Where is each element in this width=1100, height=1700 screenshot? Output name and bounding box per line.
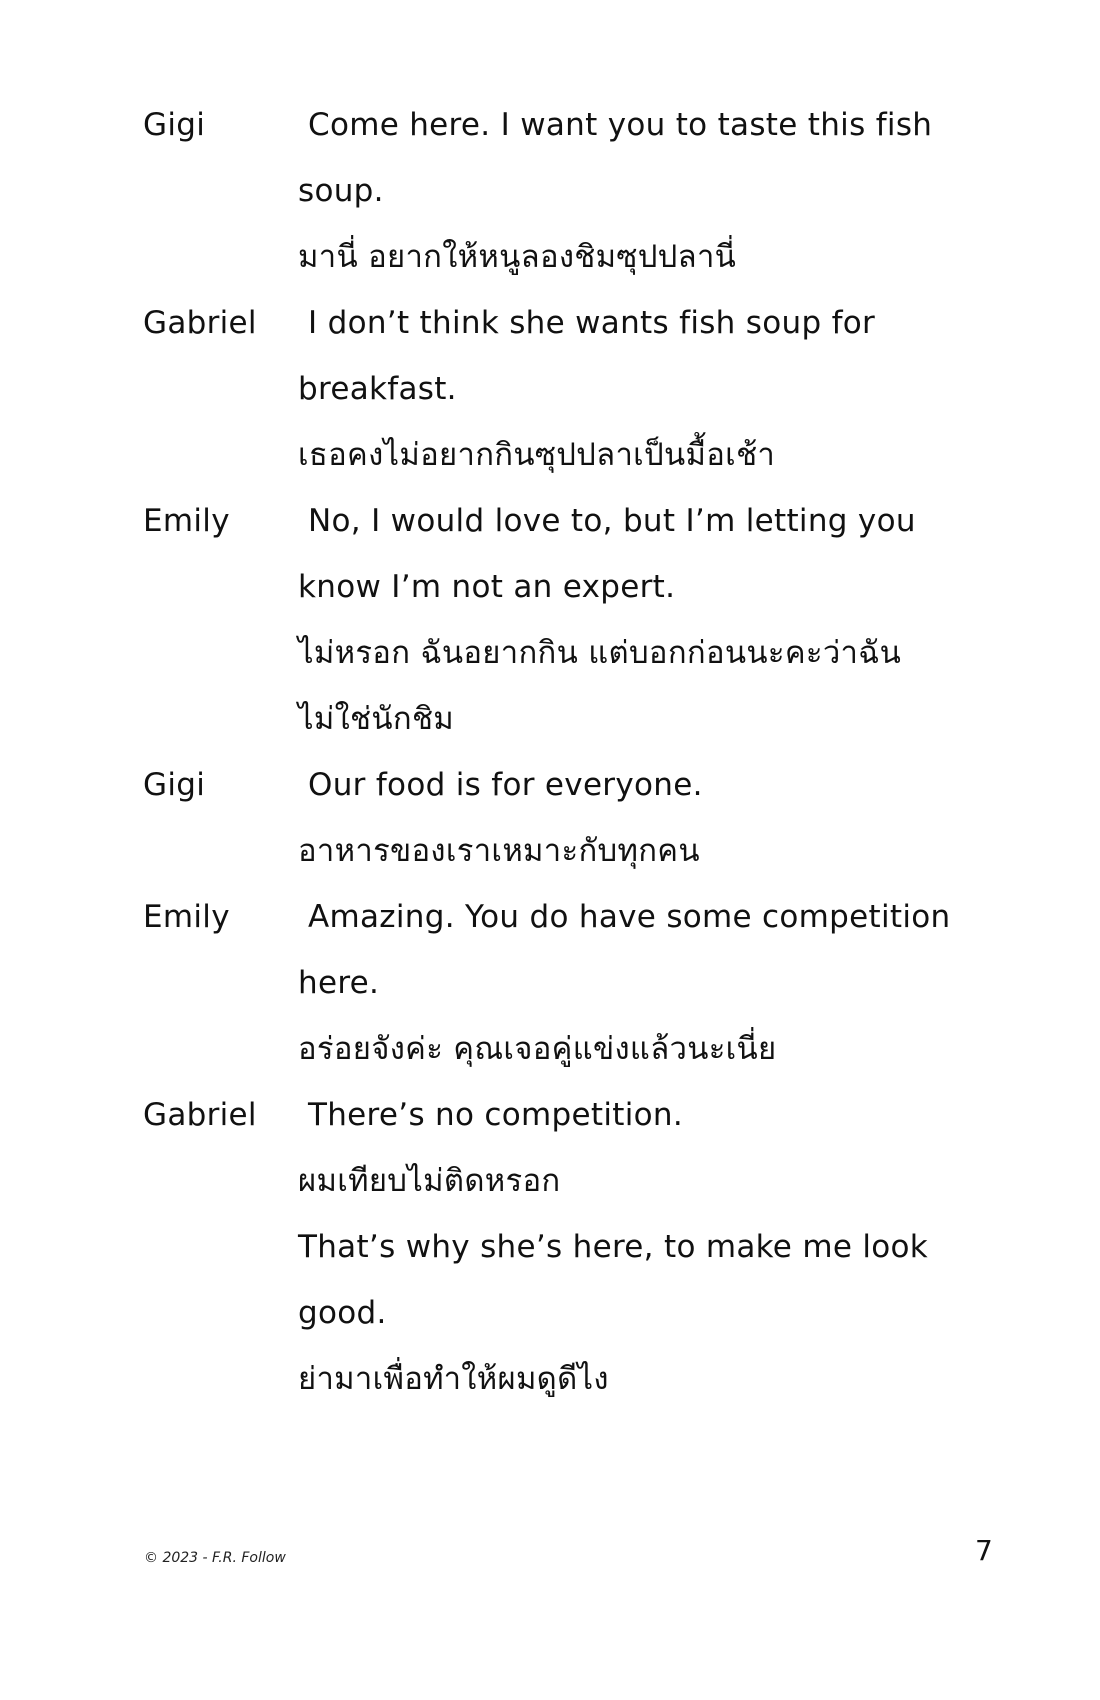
dialogue-lines: [298, 92, 1023, 290]
dialogue-line-thai: อร่อยจังค่ะ คุณเจอคู่แข่งแล้วนะเนี่ย: [298, 1031, 777, 1067]
dialogue-lines: [298, 290, 1023, 488]
dialogue-line: know I’m not an expert.: [298, 569, 676, 605]
dialogue-turn: [143, 752, 1023, 884]
dialogue-line: breakfast.: [298, 371, 457, 407]
speaker-name: Gabriel: [143, 1097, 257, 1133]
dialogue-line-thai: ไม่ใช่นักชิม: [298, 701, 455, 737]
dialogue-line-thai: ผมเทียบไม่ติดหรอก: [298, 1163, 561, 1199]
copyright-notice: © 2023 - F.R. Follow: [144, 1550, 286, 1566]
dialogue-line-thai: ย่ามาเพื่อทำให้ผมดูดีไง: [298, 1361, 609, 1397]
dialogue-line: I don’t think she wants fish soup for: [308, 305, 876, 341]
dialogue-lines: [298, 488, 1023, 752]
dialogue-line-thai: อาหารของเราเหมาะกับทุกคน: [298, 833, 700, 869]
dialogue-line: soup.: [298, 173, 384, 209]
dialogue-line: Our food is for everyone.: [308, 767, 703, 803]
dialogue-line-thai: เธอคงไม่อยากกินซุปปลาเป็นมื้อเช้า: [298, 437, 776, 473]
dialogue-line-thai: ไม่หรอก ฉันอยากกิน แต่บอกก่อนนะคะว่าฉัน: [298, 635, 902, 671]
dialogue-turn: [143, 1082, 1023, 1412]
dialogue-line: here.: [298, 965, 380, 1001]
dialogue-lines: [298, 1082, 1023, 1412]
dialogue-line-thai: มานี่ อยากให้หนูลองชิมซุปปลานี่: [298, 239, 737, 275]
dialogue-line: good.: [298, 1295, 387, 1331]
speaker-name: Gigi: [143, 107, 206, 143]
dialogue-turn: [143, 488, 1023, 752]
dialogue-turn: [143, 884, 1023, 1082]
dialogue-turn: [143, 92, 1023, 290]
speaker-name: Emily: [143, 899, 230, 935]
dialogue-line: Come here. I want you to taste this fish: [308, 107, 933, 143]
speaker-name: Gabriel: [143, 305, 257, 341]
dialogue-line: There’s no competition.: [308, 1097, 683, 1133]
page-number: 7: [975, 1534, 993, 1567]
dialogue-line: Amazing. You do have some competition: [308, 899, 951, 935]
dialogue-lines: [298, 884, 1023, 1082]
dialogue-lines: [298, 752, 1023, 884]
speaker-name: Gigi: [143, 767, 206, 803]
speaker-name: Emily: [143, 503, 230, 539]
dialogue-turn: [143, 290, 1023, 488]
dialogue-line: No, I would love to, but I’m letting you: [308, 503, 916, 539]
dialogue-block: [143, 92, 1023, 1412]
dialogue-line: That’s why she’s here, to make me look: [298, 1229, 929, 1265]
